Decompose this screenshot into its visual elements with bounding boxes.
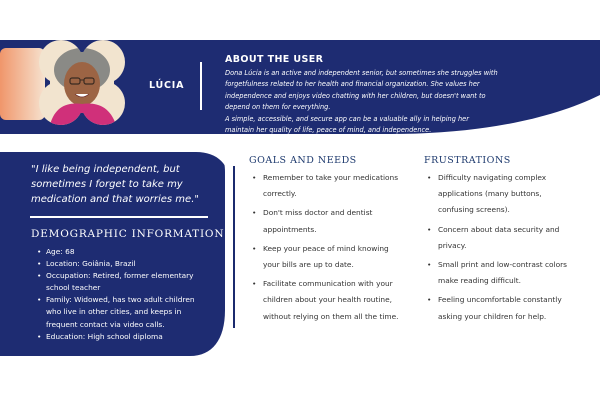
demographic-item: • Occupation: Retired, former elementary school teacher [37,270,207,294]
quote-divider [30,216,208,218]
about-paragraph-2: A simple, accessible, and secure app can be a valuable ally in helping her maintain her quality of life, peace of mind, and independence. [225,114,469,135]
frustration-item: • Difficulty navigating complex applications (many buttons, confusing screens). [427,170,577,219]
persona-avatar [0,40,125,125]
demographic-item: • Location: Goiânia, Brazil [37,258,207,270]
goals-list [252,170,400,328]
demographic-item: • Age: 68 [37,246,207,258]
header-divider [200,62,202,110]
frustration-item: • Feeling uncomfortable constantly asking your children for help. [427,292,577,324]
demographic-item: • Education: High school diploma [37,331,207,343]
frustration-item: • Small print and low-contrast colors make reading difficult. [427,257,577,289]
demographic-item: • Family: Widowed, has two adult children who live in other cities, and keeps in frequent contact via video calls. [37,294,207,330]
about-title: ABOUT THE USER [225,54,324,65]
demographic-list [37,246,207,343]
persona-name: LÚCIA [149,80,185,91]
goal-item: • Remember to take your medications correctly. [252,170,400,202]
goal-item: • Keep your peace of mind knowing your bills are up to date. [252,241,400,273]
frustrations-list [427,170,577,328]
column-divider [233,166,235,328]
persona-quote: "I like being independent, but sometimes I forget to take my medication and that worries me." [31,164,199,205]
goal-item: • Don't miss doctor and dentist appointments. [252,205,400,237]
frustration-item: • Concern about data security and privacy. [427,222,577,254]
goal-item: • Facilitate communication with your children about your health routine, without relying on them all the time. [252,276,400,325]
avatar-accent-bar [0,48,45,120]
about-body [225,68,500,136]
goals-title: GOALS AND NEEDS [249,155,357,166]
portrait-face [64,62,100,106]
about-paragraph-1: Dona Lúcia is an active and independent senior, but sometimes she struggles with forgetfulness related to her health and financial organization. She values her independence and enjoys video chatting with her children, but doesn't want to depend on them for everything. [225,69,498,112]
demographic-title: DEMOGRAPHIC INFORMATION [31,228,225,240]
frustrations-title: FRUSTRATIONS [424,155,511,166]
